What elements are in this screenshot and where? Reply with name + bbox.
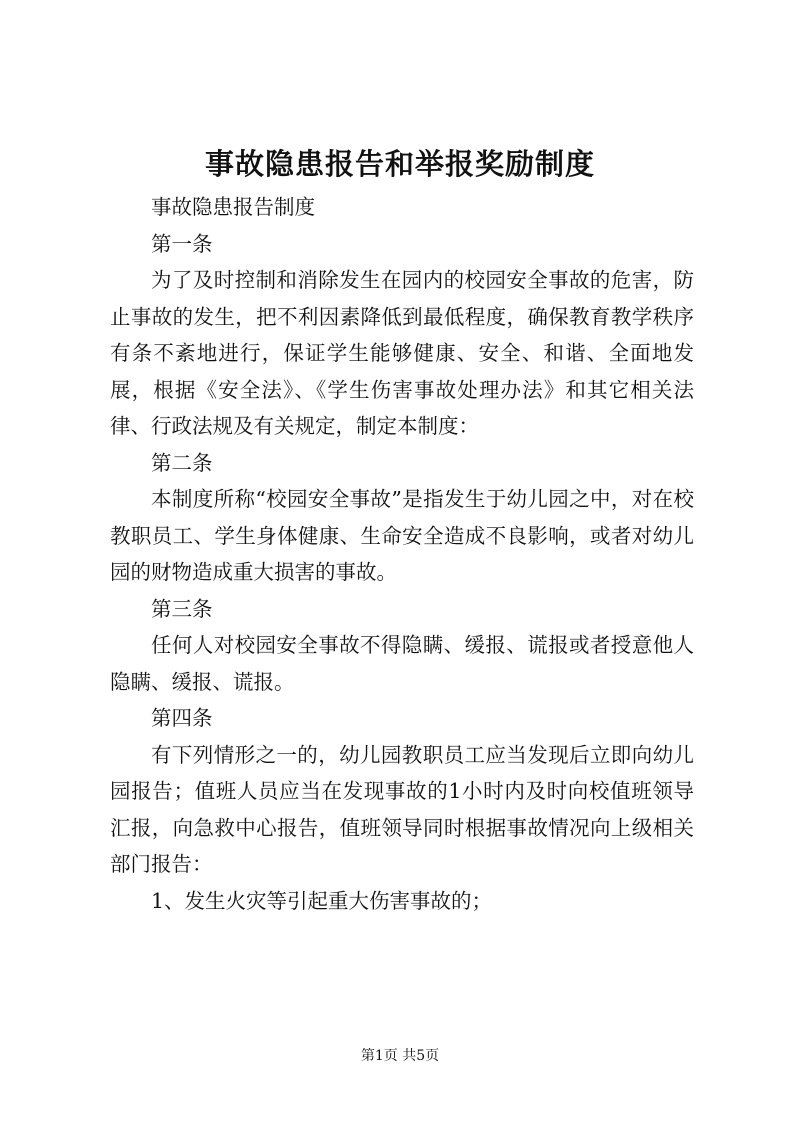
document-body xyxy=(110,189,694,919)
article-1-text: 为了及时控制和消除发生在园内的校园安全事故的危害，防止事故的发生，把不利因素降低到最低程度，确保教育教学秩序有条不紊地进行，保证学生能够健康、安全、和谐、全面地发展，根据《安全法》、《学生伤害事故处理办法》和其它相关法律、行政法规及有关规定，制定本制度： xyxy=(110,268,694,438)
article-heading-1: 第一条 xyxy=(151,231,213,256)
section-heading: 事故隐患报告制度 xyxy=(151,195,315,219)
page-footer: 第1页 共5页 xyxy=(360,1048,440,1064)
article-3-text: 任何人对校园安全事故不得隐瞒、缓报、谎报或者授意他人隐瞒、缓报、谎报。 xyxy=(110,633,694,694)
article-heading-2: 第二条 xyxy=(151,450,213,475)
list-item-1: 1、发生火灾等引起重大伤害事故的； xyxy=(151,888,493,913)
article-4-text: 有下列情形之一的，幼儿园教职员工应当发现后立即向幼儿园报告；值班人员应当在发现事故的1小时内及时向校值班领导汇报，向急救中心报告，值班领导同时根据事故情况向上级相关部门报告： xyxy=(110,742,694,876)
document-title: 事故隐患报告和举报奖励制度 xyxy=(204,147,595,181)
article-heading-3: 第三条 xyxy=(151,596,213,621)
article-heading-4: 第四条 xyxy=(151,706,213,730)
article-2-text: 本制度所称“校园安全事故”是指发生于幼儿园之中，对在校教职员工、学生身体健康、生命安全造成不良影响，或者对幼儿园的财物造成重大损害的事故。 xyxy=(110,487,694,584)
